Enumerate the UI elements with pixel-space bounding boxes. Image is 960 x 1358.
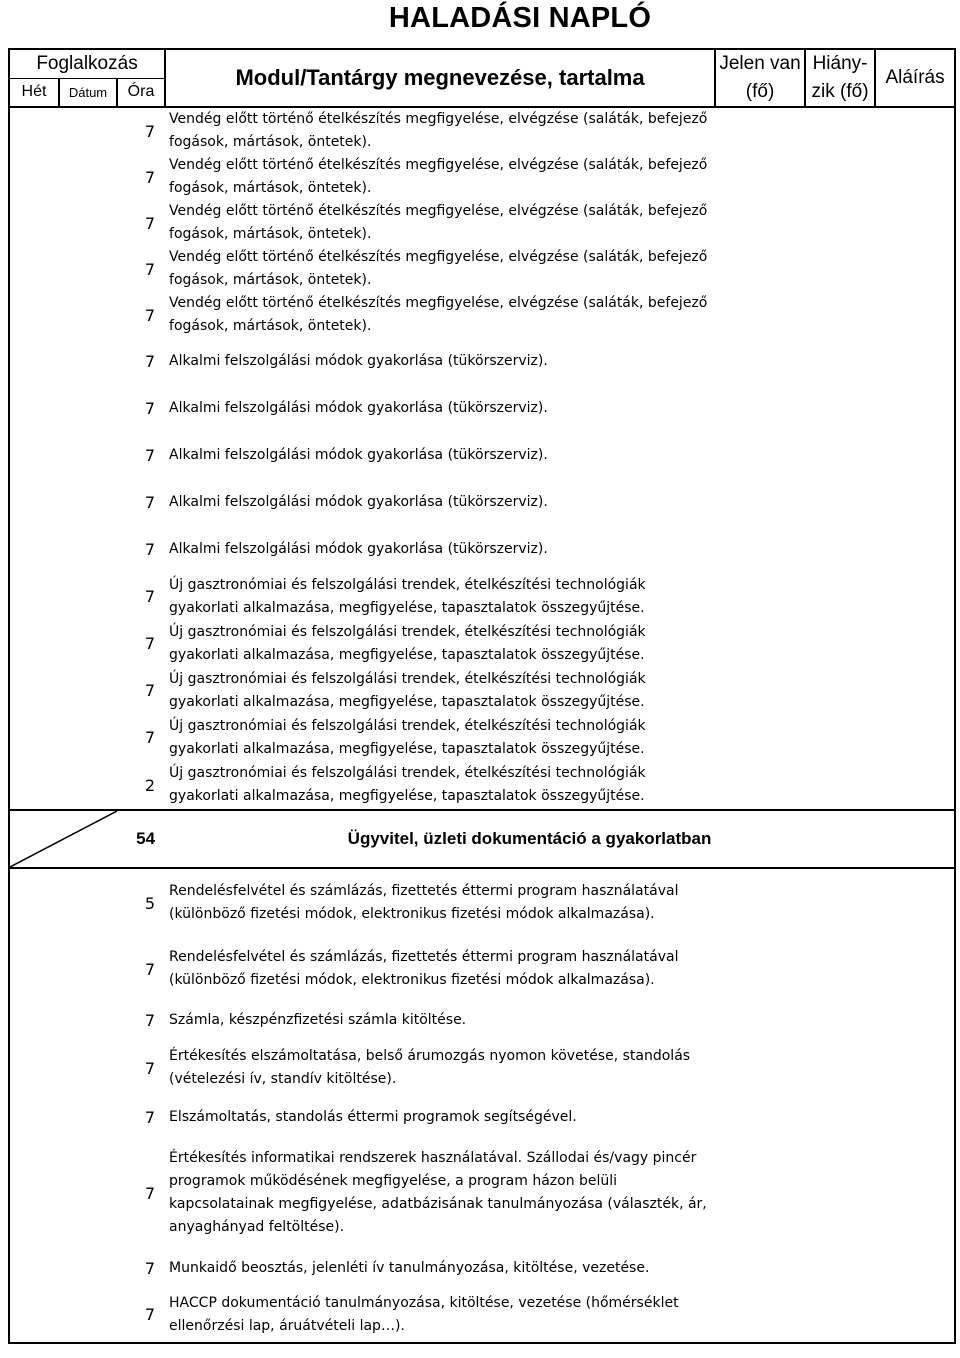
header-jelen-line2: (fő) <box>745 81 775 102</box>
table-row <box>9 573 955 620</box>
row-hours: 7 <box>144 540 156 559</box>
attendance-signature-cell <box>715 1039 955 1097</box>
header-datum: Dátum <box>59 78 117 107</box>
row-hours: 7 <box>144 493 156 512</box>
table-row <box>9 246 955 292</box>
week-date-cell <box>9 432 117 479</box>
row-topic: Vendég előtt történő ételkészítés megfigyelése, elvégzése (saláták, befejező fogások, mártások, öntetek). <box>169 157 708 196</box>
row-hours: 2 <box>117 761 165 810</box>
row-hours: 7 <box>144 259 156 279</box>
table-row <box>9 479 955 526</box>
section-hours: 54 <box>117 810 165 868</box>
row-topic: Vendég előtt történő ételkészítés megfigyelése, elvégzése (saláták, befejező fogások, mártások, öntetek). <box>169 111 708 150</box>
week-date-cell <box>9 1001 117 1039</box>
header-jelen-van <box>715 49 805 107</box>
row-topic: Vendég előtt történő ételkészítés megfigyelése, elvégzése (saláták, befejező fogások, mártások, öntetek). <box>169 249 708 288</box>
table-row <box>9 868 955 937</box>
row-topic: Rendelésfelvétel és számlázás, fizettetés éttermi program használatával (különböző fizetési módok, elektronikus fizetési módok alkalmazása). <box>169 883 679 922</box>
row-hours: 7 <box>144 1107 156 1127</box>
attendance-signature-cell <box>715 868 955 937</box>
row-topic: Alkalmi felszolgálási módok gyakorlása (tükörszerviz). <box>169 400 548 416</box>
row-hours: 5 <box>144 893 156 913</box>
row-topic: Új gasztronómiai és felszolgálási trendek, ételkészítési technológiák gyakorlati alkalmazása, megfigyelése, tapasztalatok összegyűjtése. <box>169 576 646 616</box>
week-date-cell <box>9 761 117 810</box>
week-date-cell <box>9 1137 117 1249</box>
row-topic: Értékesítés elszámoltatása, belső árumozgás nyomon követése, standolás (vételezési ív, standív kitöltése). <box>169 1048 691 1087</box>
row-hours: 7 <box>144 1258 156 1278</box>
table-row <box>9 432 955 479</box>
row-hours: 7 <box>144 213 156 233</box>
table-row <box>9 620 955 667</box>
row-hours: 7 <box>144 121 156 141</box>
header-ora: Óra <box>117 78 165 107</box>
table-row <box>9 1001 955 1039</box>
attendance-signature-cell <box>715 1137 955 1249</box>
row-hours: 7 <box>144 1183 156 1203</box>
table-row <box>9 1287 955 1343</box>
row-topic: Vendég előtt történő ételkészítés megfigyelése, elvégzése (saláták, befejező fogások, mártások, öntetek). <box>169 295 708 334</box>
header-alairas: Aláírás <box>875 49 955 107</box>
week-date-cell <box>9 937 117 1001</box>
week-date-cell <box>9 385 117 432</box>
week-date-cell <box>9 714 117 761</box>
table-row <box>9 1039 955 1097</box>
attendance-signature-cell <box>715 107 955 154</box>
week-date-cell <box>9 479 117 526</box>
row-hours: 7 <box>117 1287 165 1343</box>
table-row <box>9 385 955 432</box>
attendance-signature-cell <box>715 761 955 810</box>
table-row <box>9 107 955 154</box>
row-hours: 7 <box>144 634 156 653</box>
row-hours: 7 <box>144 681 156 700</box>
diagonal-line <box>10 811 117 867</box>
table-row <box>9 1137 955 1249</box>
header-het: Hét <box>9 78 59 107</box>
row-hours: 7 <box>144 728 156 747</box>
row-topic: Alkalmi felszolgálási módok gyakorlása (tükörszerviz). <box>169 541 548 557</box>
header-hianyzik <box>805 49 875 107</box>
week-date-cell <box>9 1249 117 1287</box>
row-hours: 7 <box>144 305 156 325</box>
attendance-signature-cell <box>715 1097 955 1137</box>
row-hours: 7 <box>144 352 156 371</box>
attendance-signature-cell <box>715 385 955 432</box>
row-topic: Értékesítés informatikai rendszerek használatával. Szállodai és/vagy pincér programok működésének megfigyelése, a program házon belüli kapcsolatainak megfigyelése, adatbázisának tanulmányozása (választék, ár, anyaghányad feltöltése). <box>169 1150 707 1235</box>
progress-log-table <box>8 48 956 1344</box>
attendance-signature-cell <box>715 714 955 761</box>
attendance-signature-cell <box>715 620 955 667</box>
week-date-cell <box>9 154 117 200</box>
attendance-signature-cell <box>715 432 955 479</box>
week-date-cell <box>9 107 117 154</box>
row-topic: Munkaidő beosztás, jelenléti ív tanulmányozása, kitöltése, vezetése. <box>169 1259 650 1276</box>
table-row <box>9 761 955 810</box>
week-date-cell <box>9 246 117 292</box>
row-topic: Alkalmi felszolgálási módok gyakorlása (tükörszerviz). <box>169 353 548 369</box>
attendance-signature-cell <box>715 246 955 292</box>
week-date-cell <box>9 338 117 385</box>
section-title: Ügyvitel, üzleti dokumentáció a gyakorlatban <box>165 810 955 868</box>
week-date-cell <box>9 1097 117 1137</box>
row-topic: Elszámoltatás, standolás éttermi programok segítségével. <box>169 1108 577 1125</box>
table-header <box>9 49 955 107</box>
week-date-cell <box>9 200 117 246</box>
row-topic: Új gasztronómiai és felszolgálási trendek, ételkészítési technológiák gyakorlati alkalmazása, megfigyelése, tapasztalatok összegyűjtése. <box>169 717 646 757</box>
attendance-signature-cell <box>715 338 955 385</box>
header-jelen-line1: Jelen van <box>719 53 801 74</box>
topic-rows-b <box>9 868 955 1343</box>
week-date-cell <box>9 868 117 937</box>
week-date-cell <box>9 667 117 714</box>
attendance-signature-cell <box>715 1287 955 1343</box>
table-row <box>9 1249 955 1287</box>
row-topic: Alkalmi felszolgálási módok gyakorlása (tükörszerviz). <box>169 494 548 510</box>
row-topic: Új gasztronómiai és felszolgálási trendek, ételkészítési technológiák gyakorlati alkalmazása, megfigyelése, tapasztalatok összegyűjtése. <box>169 623 646 663</box>
row-topic: Vendég előtt történő ételkészítés megfigyelése, elvégzése (saláták, befejező fogások, mártások, öntetek). <box>169 203 708 242</box>
row-topic: Új gasztronómiai és felszolgálási trendek, ételkészítési technológiák gyakorlati alkalmazása, megfigyelése, tapasztalatok összegyűjtése. <box>165 761 715 810</box>
attendance-signature-cell <box>715 1001 955 1039</box>
table-row <box>9 526 955 573</box>
week-date-cell <box>9 292 117 338</box>
page-title: HALADÁSI NAPLÓ <box>388 2 652 34</box>
section-diagonal-cell <box>9 810 117 868</box>
row-hours: 7 <box>144 959 156 979</box>
row-topic: Számla, készpénzfizetési számla kitöltése. <box>169 1011 467 1028</box>
table-row <box>9 937 955 1001</box>
week-date-cell <box>9 573 117 620</box>
attendance-signature-cell <box>715 573 955 620</box>
attendance-signature-cell <box>715 667 955 714</box>
week-date-cell <box>9 526 117 573</box>
attendance-signature-cell <box>715 154 955 200</box>
row-hours: 7 <box>144 587 156 606</box>
row-hours: 7 <box>144 399 156 418</box>
row-topic: Új gasztronómiai és felszolgálási trendek, ételkészítési technológiák gyakorlati alkalmazása, megfigyelése, tapasztalatok összegyűjtése. <box>169 670 646 710</box>
attendance-signature-cell <box>715 479 955 526</box>
table-row <box>9 154 955 200</box>
row-topic: Rendelésfelvétel és számlázás, fizettetés éttermi program használatával (különböző fizetési módok, elektronikus fizetési módok alkalmazása). <box>169 949 679 988</box>
section-row <box>9 810 955 868</box>
week-date-cell <box>9 1039 117 1097</box>
row-hours: 7 <box>144 1058 156 1078</box>
attendance-signature-cell <box>715 937 955 1001</box>
row-topic: Alkalmi felszolgálási módok gyakorlása (tükörszerviz). <box>169 447 548 463</box>
table-row <box>9 1097 955 1137</box>
attendance-signature-cell <box>715 1249 955 1287</box>
week-date-cell <box>9 620 117 667</box>
header-modul: Modul/Tantárgy megnevezése, tartalma <box>165 49 715 107</box>
header-foglalkozas: Foglalkozás <box>9 49 165 78</box>
header-hiany-line2: zik (fő) <box>811 81 869 102</box>
row-topic: HACCP dokumentáció tanulmányozása, kitöltése, vezetése (hőmérséklet ellenőrzési lap, áruátvételi lap…). <box>165 1287 715 1343</box>
attendance-signature-cell <box>715 292 955 338</box>
table-row <box>9 200 955 246</box>
table-row <box>9 667 955 714</box>
table-row <box>9 292 955 338</box>
header-hiany-line1: Hiány- <box>812 53 868 74</box>
attendance-signature-cell <box>715 526 955 573</box>
section-block <box>9 810 955 868</box>
row-hours: 7 <box>144 1010 156 1030</box>
row-hours: 7 <box>144 446 156 465</box>
week-date-cell <box>9 1287 117 1343</box>
row-hours: 7 <box>144 167 156 187</box>
table-row <box>9 714 955 761</box>
attendance-signature-cell <box>715 200 955 246</box>
topic-rows-a <box>9 107 955 810</box>
table-row <box>9 338 955 385</box>
